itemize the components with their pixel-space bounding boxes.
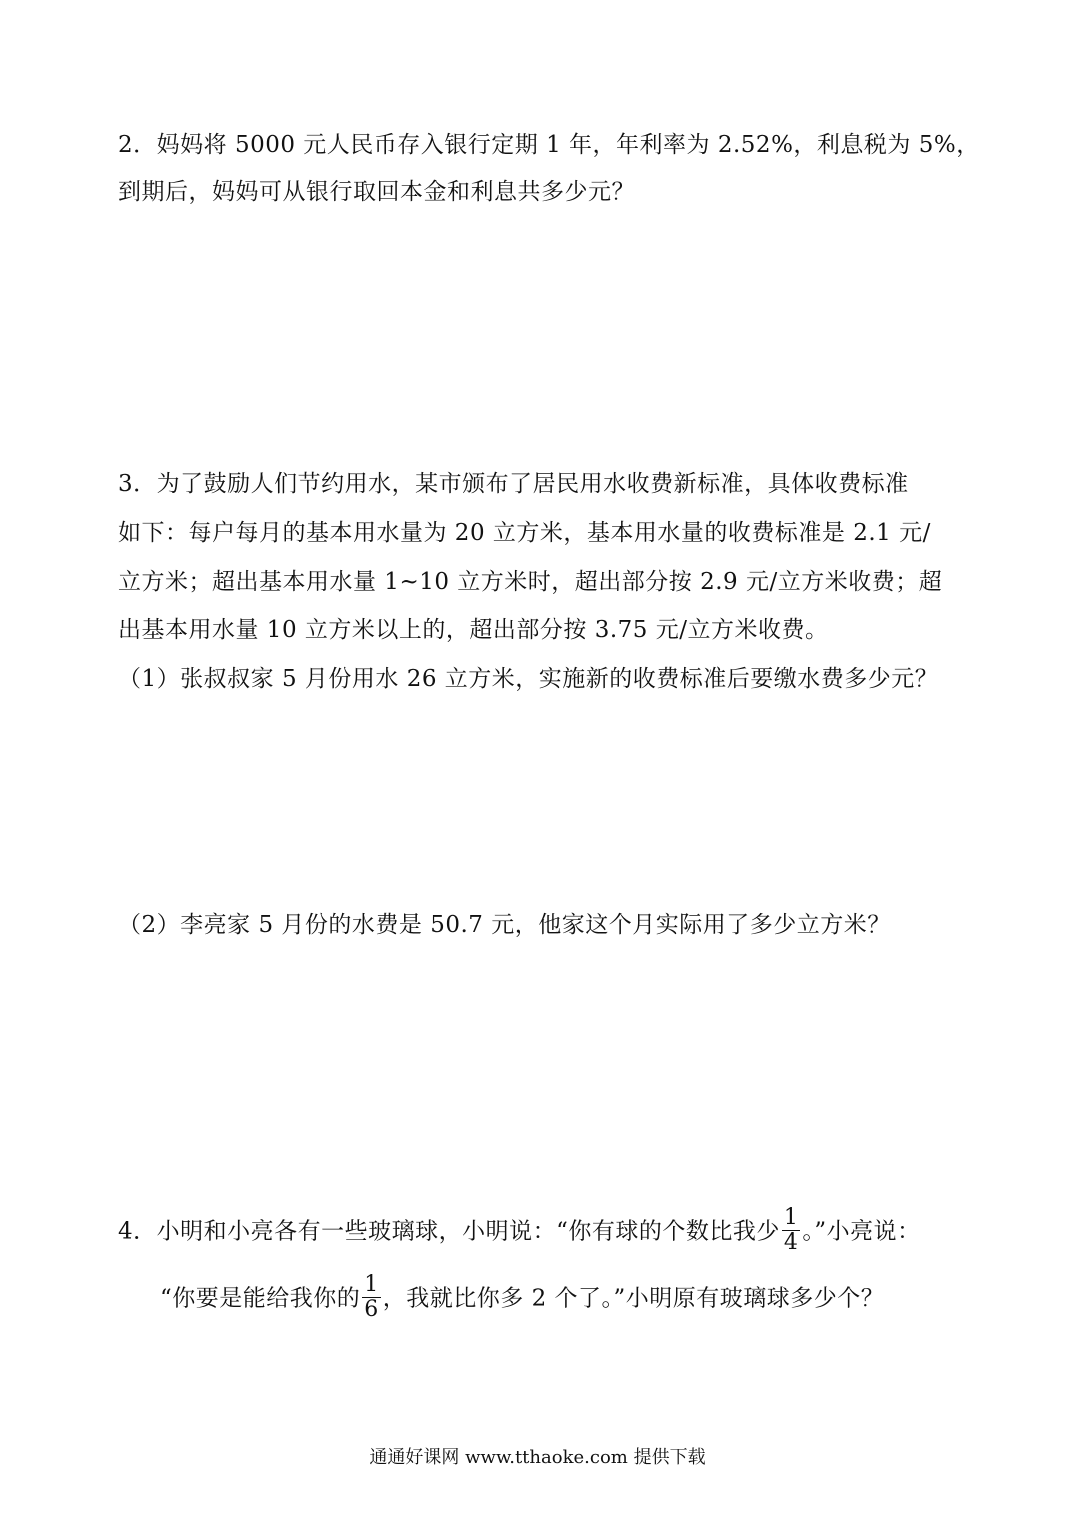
fraction-numerator: 1: [783, 1205, 799, 1230]
q3-subquestion-2: （2）李亮家 5 月份的水费是 50.7 元，他家这个月实际用了多少立方米？: [118, 912, 891, 938]
fraction-denominator: 4: [783, 1230, 799, 1255]
q4-line-2-text-after: ，我就比你多 2 个了。”小明原有玻璃球多少个？: [382, 1285, 885, 1312]
q3-line-1: 3．为了鼓励人们节约用水，某市颁布了居民用水收费新标准，具体收费标准: [118, 471, 909, 497]
q3-subquestion-1: （1）张叔叔家 5 月份用水 26 立方米，实施新的收费标准后要缴水费多少元？: [118, 666, 939, 692]
page-footer: 通通好课网 www.tthaoke.com 提供下载: [369, 1447, 706, 1468]
q4-line-1: [118, 1205, 921, 1257]
fraction-denominator: 6: [364, 1297, 379, 1322]
q4-line-2: [160, 1272, 885, 1324]
q4-line-1-text-before: 4．小明和小亮各有一些玻璃球，小明说：“你有球的个数比我少: [118, 1218, 780, 1245]
q3-line-2: 如下：每户每月的基本用水量为 20 立方米，基本用水量的收费标准是 2.1 元/: [118, 520, 931, 546]
q3-line-3: 立方米；超出基本用水量 1~10 立方米时，超出部分按 2.9 元/立方米收费；超: [118, 569, 943, 595]
q4-line-1-text-after: 。”小亮说：: [802, 1218, 921, 1245]
fraction-one-sixth: [362, 1273, 381, 1322]
q2-line-1: 2．妈妈将 5000 元人民币存入银行定期 1 年，年利率为 2.52%，利息税为 5%，: [118, 132, 980, 158]
q2-line-2: 到期后，妈妈可从银行取回本金和利息共多少元？: [118, 179, 635, 205]
q4-line-2-text-before: “你要是能给我你的: [160, 1285, 361, 1312]
fraction-one-quarter: [782, 1206, 801, 1255]
q3-line-4: 出基本用水量 10 立方米以上的，超出部分按 3.75 元/立方米收费。: [118, 617, 829, 643]
fraction-numerator: 1: [364, 1272, 379, 1297]
